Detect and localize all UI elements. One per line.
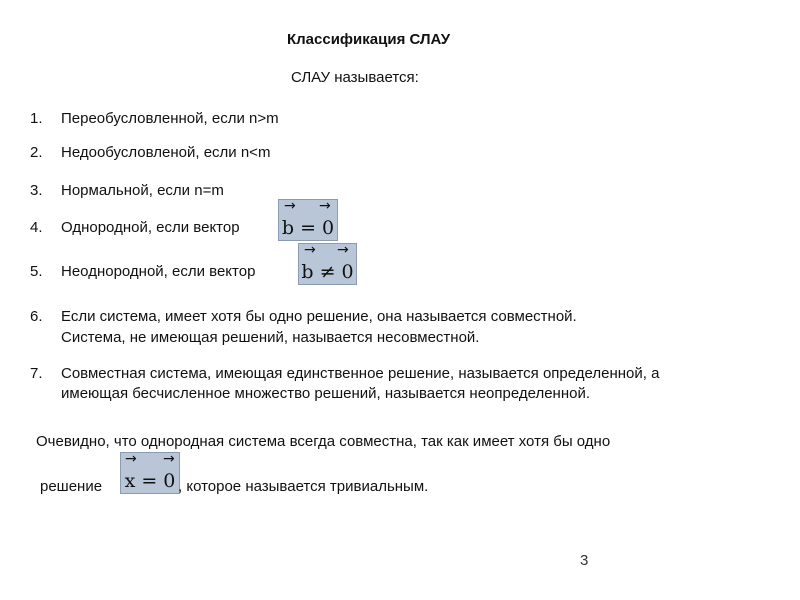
vector-arrow-icon: → [125, 451, 137, 467]
list-item-text: Переобусловленной, если n>m [61, 110, 279, 127]
vector-arrow-icon: → [284, 198, 296, 214]
formula-b-equals-zero [278, 199, 338, 241]
list-item-text: Нормальной, если n=m [61, 182, 224, 199]
list-item-number: 7. [30, 365, 43, 382]
list-item-text: Недообусловленой, если n<m [61, 144, 271, 161]
conclusion-line-end: , которое называется тривиальным. [178, 478, 429, 495]
conclusion-line-start: решение [40, 478, 103, 495]
list-item-text-line: Совместная система, имеющая единственное решение, называется определенной, а [61, 365, 660, 382]
vector-arrow-icon: → [304, 242, 316, 258]
conclusion-line: Очевидно, что однородная система всегда совместна, так как имеет хотя бы одно [36, 433, 611, 450]
list-item-number: 1. [30, 110, 43, 127]
list-item-number: 4. [30, 219, 43, 236]
list-item-text: Однородной, если вектор [61, 219, 240, 236]
slide-subtitle: СЛАУ называется: [291, 69, 419, 86]
formula-expression: b ≠ 0 [301, 261, 354, 283]
formula-b-not-equal-zero [298, 243, 357, 285]
list-item-number: 6. [30, 308, 43, 325]
slide-title: Классификация СЛАУ [287, 31, 451, 48]
list-item-text: Неоднородной, если вектор [61, 263, 256, 280]
vector-arrow-icon: → [163, 451, 175, 467]
list-item-text-line: Если система, имеет хотя бы одно решение, она называется совместной. [61, 308, 577, 325]
formula-expression: b = 0 [281, 217, 335, 239]
list-item-number: 3. [30, 182, 43, 199]
list-item-text-line: имеющая бесчисленное множество решений, называется неопределенной. [61, 385, 591, 402]
formula-x-equals-zero [120, 452, 180, 494]
formula-expression: x = 0 [124, 470, 176, 492]
vector-arrow-icon: → [337, 242, 349, 258]
list-item-number: 5. [30, 263, 43, 280]
page-number: 3 [580, 552, 589, 569]
list-item-text-line: Система, не имеющая решений, называется несовместной. [61, 329, 480, 346]
list-item-number: 2. [30, 144, 43, 161]
vector-arrow-icon: → [319, 198, 331, 214]
